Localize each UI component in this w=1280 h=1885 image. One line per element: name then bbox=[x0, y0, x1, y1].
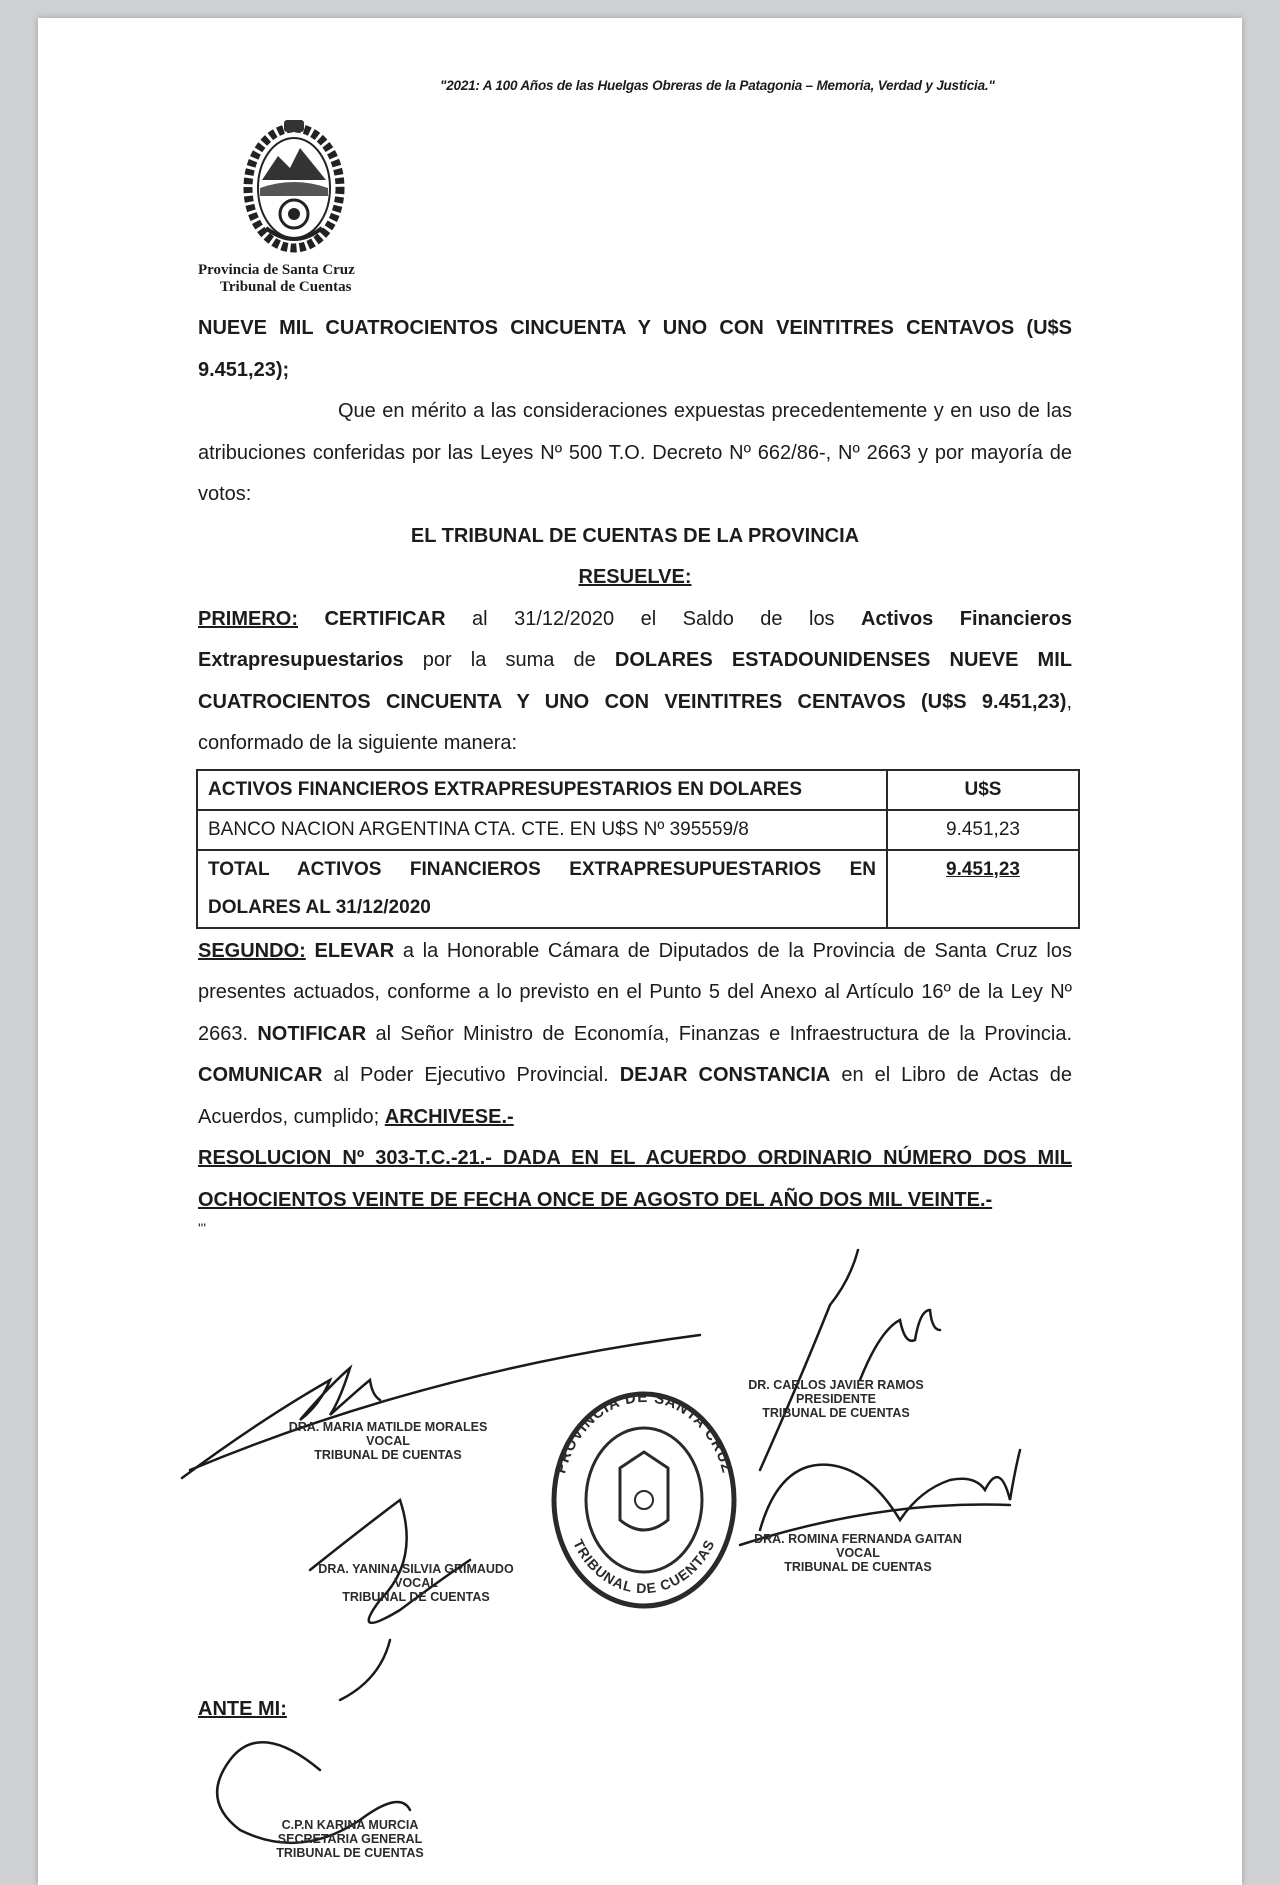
seal-bottom-text: TRIBUNAL DE CUENTAS bbox=[570, 1536, 718, 1597]
signatory-ramos-org: TRIBUNAL DE CUENTAS bbox=[762, 1406, 910, 1420]
institution-line-2: Tribunal de Cuentas bbox=[220, 279, 352, 295]
seal-top-text: PROVINCIA DE SANTA CRUZ bbox=[552, 1388, 736, 1476]
signatory-ramos-name: DR. CARLOS JAVIER RAMOS bbox=[748, 1378, 924, 1392]
segundo-text-2: a la Honorable Cámara de Diputados de la Provincia de Santa Cruz los presentes actuados, conforme a lo previsto en el Punto 5 del Anexo al Artículo 16º de la Ley Nº 2663. bbox=[198, 939, 1072, 1045]
primero-text-3: Activos Financieros Extrapresupuestarios bbox=[198, 607, 1072, 671]
signatory-grimaudo-org: TRIBUNAL DE CUENTAS bbox=[342, 1590, 490, 1604]
signatory-gaitan-role: VOCAL bbox=[836, 1546, 880, 1560]
table-header-label: ACTIVOS FINANCIEROS EXTRAPRESUPESTARIOS EN DOLARES bbox=[197, 770, 887, 810]
signatory-grimaudo-role: VOCAL bbox=[394, 1576, 438, 1590]
segundo-text-3: NOTIFICAR bbox=[257, 1022, 367, 1045]
segundo-text-4: al Señor Ministro de Economía, Finanzas e Infraestructura de la Provincia. bbox=[366, 1022, 1073, 1045]
resuelve-heading: RESUELVE: bbox=[578, 566, 692, 588]
table-header-currency: U$S bbox=[887, 770, 1079, 810]
signatory-murcia-role: SECRETARIA GENERAL bbox=[277, 1832, 423, 1846]
signatory-gaitan-name: DRA. ROMINA FERNANDA GAITAN bbox=[754, 1532, 962, 1546]
primero-text-6: , conformado de la siguiente manera: bbox=[198, 690, 1072, 754]
table-row-label: BANCO NACION ARGENTINA CTA. CTE. EN U$S Nº 395559/8 bbox=[197, 810, 887, 850]
segundo-text-8: en el Libro de Actas de Acuerdos, cumplido; bbox=[198, 1064, 1072, 1128]
segundo-text-6: al Poder Ejecutivo Provincial. bbox=[322, 1064, 620, 1086]
primero-label: PRIMERO: bbox=[198, 607, 298, 630]
tribunal-heading: EL TRIBUNAL DE CUENTAS DE LA PROVINCIA bbox=[410, 524, 860, 547]
signatory-grimaudo bbox=[296, 1562, 536, 1604]
resolucion-paragraph: RESOLUCION Nº 303-T.C.-21.- DADA EN EL ACUERDO ORDINARIO NÚMERO DOS MIL OCHOCIENTOS VEINTE DE FECHA ONCE DE AGOSTO DEL AÑO DOS MIL VEINTE.- bbox=[198, 1147, 1072, 1211]
signatory-morales-role: VOCAL bbox=[366, 1434, 410, 1448]
segundo-text-7: DEJAR CONSTANCIA bbox=[619, 1064, 831, 1086]
table-total-label: TOTAL ACTIVOS FINANCIEROS EXTRAPRESUPUESTARIOS EN DOLARES AL 31/12/2020 bbox=[197, 850, 887, 928]
seal-stamp bbox=[552, 1389, 736, 1606]
segundo-label: SEGUNDO: bbox=[198, 939, 306, 962]
segundo-text-5: COMUNICAR bbox=[198, 1064, 323, 1086]
amount-text: NUEVE MIL CUATROCIENTOS CINCUENTA Y UNO CON VEINTITRES CENTAVOS (U$S 9.451,23); bbox=[198, 317, 1072, 381]
table-total-value: 9.451,23 bbox=[946, 858, 1020, 880]
segundo-text-1: ELEVAR bbox=[314, 939, 395, 962]
header-motto: "2021: A 100 Años de las Huelgas Obreras de la Patagonia – Memoria, Verdad y Justicia." bbox=[440, 78, 995, 93]
signatory-ramos-role: PRESIDENTE bbox=[796, 1392, 876, 1406]
primero-text-4: por la suma de bbox=[403, 649, 615, 671]
signatory-morales-org: TRIBUNAL DE CUENTAS bbox=[314, 1448, 462, 1462]
table-row-value: 9.451,23 bbox=[887, 810, 1079, 850]
segundo-text-9: ARCHIVESE.- bbox=[384, 1105, 514, 1128]
primero-text-1: CERTIFICAR bbox=[324, 607, 446, 630]
primero-text-2: al 31/12/2020 el Saldo de los bbox=[445, 607, 862, 630]
signatory-murcia bbox=[250, 1818, 450, 1860]
considerando-paragraph: Que en mérito a las consideraciones expuestas precedentemente y en uso de las atribuciones conferidas por las Leyes Nº 500 T.O. Decreto Nº 662/86-, Nº 2663 y por mayoría de votos: bbox=[198, 400, 1072, 505]
signatory-gaitan bbox=[738, 1532, 978, 1574]
institution-line-1: Provincia de Santa Cruz bbox=[198, 262, 355, 278]
primero-text-5: DOLARES ESTADOUNIDENSES NUEVE MIL CUATROCIENTOS CINCUENTA Y UNO CON VEINTITRES CENTAVOS (U$S 9.451,23) bbox=[198, 649, 1072, 713]
ellipsis-mark: ''' bbox=[198, 1220, 207, 1236]
signatory-murcia-org: TRIBUNAL DE CUENTAS bbox=[276, 1846, 424, 1860]
signatory-morales-name: DRA. MARIA MATILDE MORALES bbox=[288, 1420, 488, 1434]
svg-text:PROVINCIA DE SANTA CRUZ bbox=[552, 1389, 736, 1475]
signatory-ramos bbox=[726, 1378, 946, 1420]
signatory-gaitan-org: TRIBUNAL DE CUENTAS bbox=[784, 1560, 932, 1574]
ante-mi-label: ANTE MI: bbox=[198, 1698, 287, 1720]
signatory-morales bbox=[268, 1420, 508, 1462]
signatory-grimaudo-name: DRA. YANINA SILVIA GRIMAUDO bbox=[318, 1562, 514, 1576]
signatory-murcia-name: C.P.N KARINA MURCIA bbox=[281, 1818, 419, 1832]
